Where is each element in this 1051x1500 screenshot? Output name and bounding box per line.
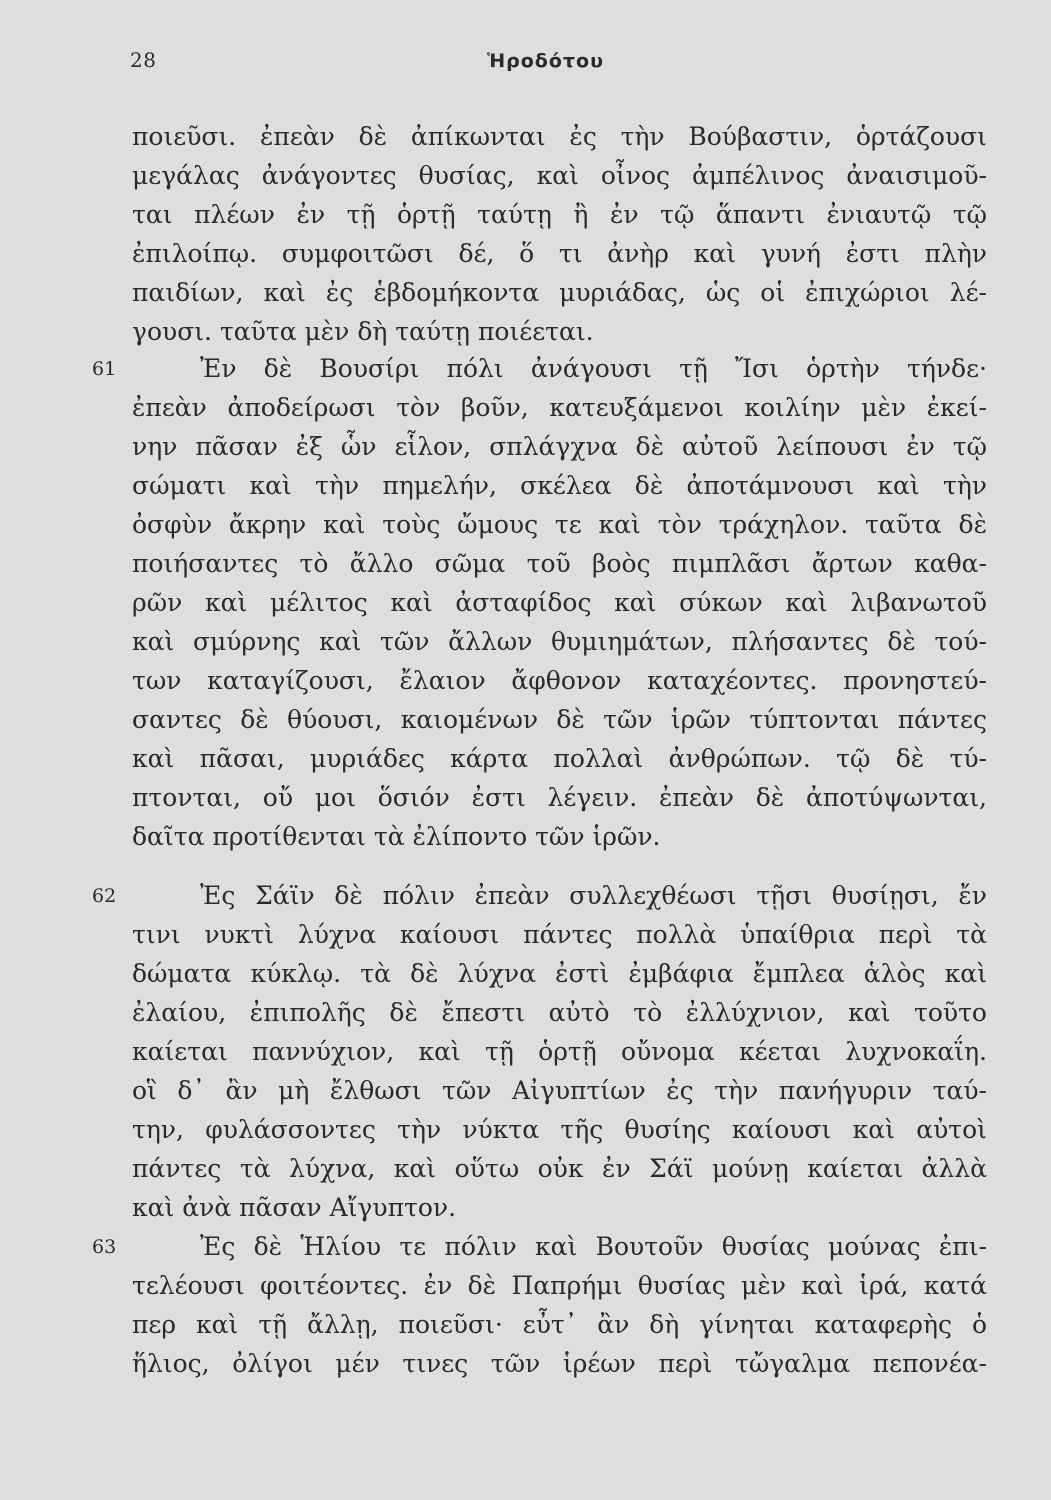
text-line: Ἐς Σάϊν δὲ πόλιν ἐπεὰν συλλεχθέωσι τῇσι θυσίῃσι, ἔν: [200, 881, 987, 910]
page-number: 28: [130, 48, 157, 72]
text-line: δώματα κύκλῳ. τὰ δὲ λύχνα ἐστὶ ἐμβάφια ἔμπλεα ἁλὸς καὶ: [132, 959, 987, 988]
text-line: ρῶν καὶ μέλιτος καὶ ἀσταφίδος καὶ σύκων καὶ λιβανωτοῦ: [132, 588, 987, 617]
text-line: ἐπιλοίπῳ. συμφοιτῶσι δέ, ὅ τι ἀνὴρ καὶ γυνή ἐστι πλὴν: [132, 239, 987, 268]
text-line: γουσι. ταῦτα μὲν δὴ ταύτῃ ποιέεται.: [132, 317, 594, 346]
text-line: ὀσφὺν ἄκρην καὶ τοὺς ὤμους τε καὶ τὸν τράχηλον. ταῦτα δὲ: [132, 510, 987, 539]
text-line: πτονται, οὔ μοι ὅσιόν ἐστι λέγειν. ἐπεὰν δὲ ἀποτύψωνται,: [132, 783, 987, 812]
text-line: σώματι καὶ τὴν πημελήν, σκέλεα δὲ ἀποτάμνουσι καὶ τὴν: [132, 471, 987, 500]
section-number: 61: [92, 358, 117, 380]
text-line: σαντες δὲ θύουσι, καιομένων δὲ τῶν ἱρῶν τύπτονται πάντες: [132, 705, 987, 734]
text-line: ται πλέων ἐν τῇ ὁρτῇ ταύτῃ ἢ ἐν τῷ ἅπαντι ἐνιαυτῷ τῷ: [132, 200, 987, 229]
text-line: καὶ πᾶσαι, μυριάδες κάρτα πολλαὶ ἀνθρώπων. τῷ δὲ τύ-: [132, 744, 987, 773]
text-line: μεγάλας ἀνάγοντες θυσίας, καὶ οἶνος ἀμπέλινος ἀναισιμοῦ-: [132, 161, 987, 190]
text-line: ποιήσαντες τὸ ἄλλο σῶμα τοῦ βοὸς πιμπλᾶσι ἄρτων καθα-: [132, 549, 987, 578]
text-line: δαῖτα προτίθενται τὰ ἐλίποντο τῶν ἱρῶν.: [132, 822, 661, 851]
text-line: τινι νυκτὶ λύχνα καίουσι πάντες πολλὰ ὑπαίθρια περὶ τὰ: [132, 920, 987, 949]
text-line: παιδίων, καὶ ἐς ἑβδομήκοντα μυριάδας, ὡς οἱ ἐπιχώριοι λέ-: [132, 278, 987, 307]
text-line: τελέουσι φοιτέοντες. ἐν δὲ Παπρήμι θυσίας μὲν καὶ ἱρά, κατά: [132, 1271, 987, 1300]
page-header: [0, 44, 1051, 74]
running-title: Ἡροδότου: [487, 50, 604, 72]
text-line: των καταγίζουσι, ἔλαιον ἄφθονον καταχέοντες. προνηστεύ-: [132, 666, 987, 695]
text-line: πάντες τὰ λύχνα, καὶ οὕτω οὐκ ἐν Σάϊ μούνῃ καίεται ἀλλὰ: [132, 1154, 987, 1183]
text-line: ἐπεὰν ἀποδείρωσι τὸν βοῦν, κατευξάμενοι κοιλίην μὲν ἐκεί-: [132, 393, 987, 422]
text-line: οἳ δ᾽ ἂν μὴ ἔλθωσι τῶν Αἰγυπτίων ἐς τὴν πανήγυριν ταύ-: [132, 1076, 987, 1105]
text-line: ἐλαίου, ἐπιπολῆς δὲ ἔπεστι αὐτὸ τὸ ἐλλύχνιον, καὶ τοῦτο: [132, 998, 987, 1027]
text-line: την, φυλάσσοντες τὴν νύκτα τῆς θυσίης καίουσι καὶ αὐτοὶ: [132, 1115, 987, 1144]
text-line: καίεται παννύχιον, καὶ τῇ ὁρτῇ οὔνομα κέεται λυχνοκαΐη.: [132, 1037, 987, 1066]
section-number: 62: [92, 885, 117, 907]
text-line: περ καὶ τῇ ἄλλῃ, ποιεῦσι· εὖτ᾽ ἂν δὴ γίνηται καταφερὴς ὁ: [132, 1310, 987, 1339]
text-line: νην πᾶσαν ἐξ ὧν εἷλον, σπλάγχνα δὲ αὐτοῦ λείπουσι ἐν τῷ: [132, 432, 987, 461]
text-line: ποιεῦσι. ἐπεὰν δὲ ἀπίκωνται ἐς τὴν Βούβαστιν, ὁρτάζουσι: [132, 122, 987, 151]
text-line: καὶ σμύρνης καὶ τῶν ἄλλων θυμιημάτων, πλήσαντες δὲ τού-: [132, 627, 987, 656]
text-line: ἥλιος, ὀλίγοι μέν τινες τῶν ἱρέων περὶ τὤγαλμα πεπονέα-: [132, 1349, 987, 1378]
text-line: Ἐς δὲ Ἡλίου τε πόλιν καὶ Βουτοῦν θυσίας μούνας ἐπι-: [200, 1232, 987, 1261]
text-line: καὶ ἀνὰ πᾶσαν Αἴγυπτον.: [132, 1193, 457, 1222]
text-line: Ἐν δὲ Βουσίρι πόλι ἀνάγουσι τῇ Ἴσι ὁρτὴν τήνδε·: [200, 354, 987, 383]
section-number: 63: [92, 1236, 117, 1258]
